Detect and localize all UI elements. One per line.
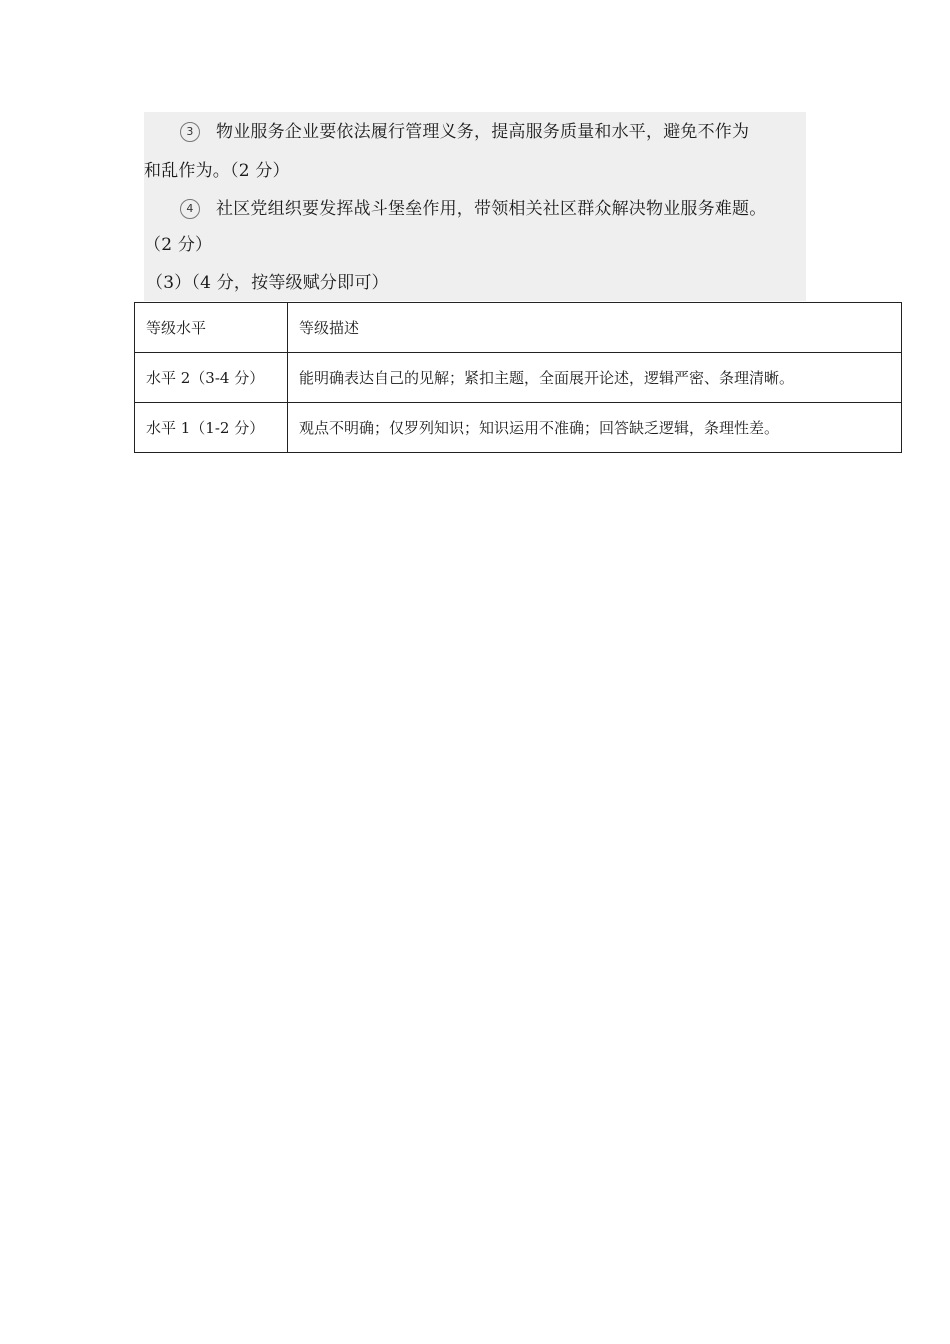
circled-number-3: 3	[180, 122, 200, 142]
answer-item-4-text: 社区党组织要发挥战斗堡垒作用，带领相关社区群众解决物业服务难题。	[216, 199, 767, 219]
description-cell: 能明确表达自己的见解；紧扣主题，全面展开论述，逻辑严密、条理清晰。	[288, 353, 902, 403]
answer-item-3-text: 物业服务企业要依法履行管理义务，提高服务质量和水平，避免不作为	[216, 122, 750, 142]
answer-item-3-line-2: 和乱作为。（2 分）	[144, 161, 290, 181]
table-header-row	[135, 303, 902, 353]
header-description: 等级描述	[288, 303, 902, 353]
part-3-heading: （3）（4 分，按等级赋分即可）	[146, 273, 389, 293]
level-cell: 水平 1（1-2 分）	[135, 403, 288, 453]
level-cell: 水平 2（3-4 分）	[135, 353, 288, 403]
table-row	[135, 353, 902, 403]
answer-item-3-line-1	[180, 121, 749, 143]
answer-item-4-line-2: （2 分）	[144, 235, 213, 255]
header-level: 等级水平	[135, 303, 288, 353]
circled-number-4: 4	[180, 199, 200, 219]
table-row	[135, 403, 902, 453]
grading-table	[134, 302, 902, 453]
answer-item-4-line-1	[180, 198, 766, 220]
description-cell: 观点不明确；仅罗列知识；知识运用不准确；回答缺乏逻辑，条理性差。	[288, 403, 902, 453]
